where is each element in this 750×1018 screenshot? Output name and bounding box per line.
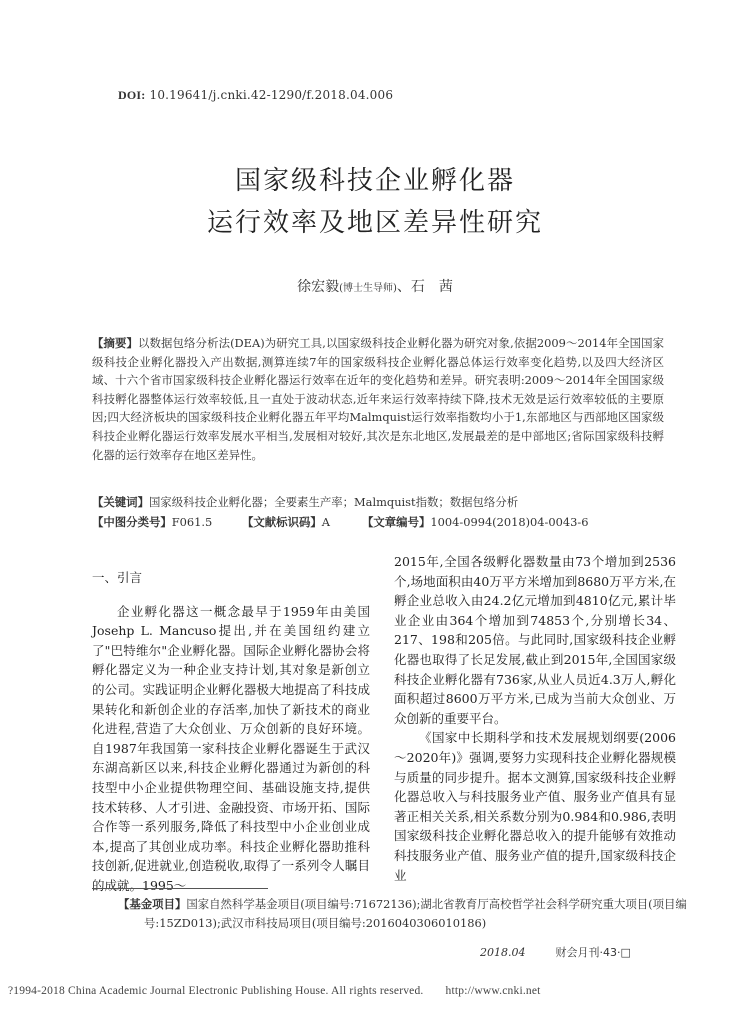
abstract-label: 【摘要】 (92, 336, 139, 350)
article-number-value: 1004-0994(2018)04-0043-6 (430, 515, 589, 529)
doi-value: 10.19641/j.cnki.42-1290/f.2018.04.006 (149, 88, 394, 102)
section-heading: 一、引言 (92, 570, 143, 585)
body-paragraph: 2015年,全国各级孵化器数量由73个增加到2536个,场地面积由40万平方米增加到8680万平方米,在孵企业总收入由24.2亿元增加到4810亿元,累计毕业企业由364个增加到74853个,分别增长34、217、198和205倍。与此同时,国家级科技企业孵化器也取得了长足发展,截止到2015年,全国国家级科技企业孵化器有736家,从业人员近4.3万人,孵化面积超过8600万平方米,已成为当前大众创业、万众创新的重要平台。 (394, 554, 676, 726)
author-1-role: (博士生导师) (339, 283, 397, 294)
abstract-text: 以数据包络分析法(DEA)为研究工具,以国家级科技企业孵化器为研究对象,依据2009～2014年全国国家级科技企业孵化器投入产出数据,测算连续7年的国家级科技企业孵化器总体运行效率变化趋势,以及四大经济区域、十六个省市国家级科技企业孵化器运行效率在近年的变化趋势和差异。研究表明:2009～2014年全国国家级科技孵化器整体运行效率较低,且一直处于波动状态,近年来运行效率持续下降,技术无效是运行效率较低的主要原因;四大经济板块的国家级科技企业孵化器五年平均Malmquist运行效率指数均小于1,东部地区与西部地区国家级科技企业孵化器运行效率发展水平相当,发展相对较好,其次是东北地区,发展最差的是中部地区;省际国家级科技孵化器的运行效率存在地区差异性。 (92, 336, 664, 462)
page-footer (480, 944, 631, 960)
author-2: 、石 茜 (396, 279, 453, 295)
keywords (92, 494, 664, 510)
copyright-url[interactable]: http://www.cnki.net (445, 985, 541, 997)
body-left-column (92, 568, 370, 896)
author-1-name: 徐宏毅 (297, 279, 340, 295)
keywords-label: 【关键词】 (92, 495, 149, 509)
abstract (92, 334, 664, 464)
clc-label: 【中图分类号】 (92, 515, 172, 529)
clc-value: F061.5 (171, 515, 213, 529)
doi-line (118, 88, 393, 103)
body-right-column (394, 552, 676, 885)
fund-label: 【基金项目】 (118, 897, 187, 911)
article-number-label: 【文章编号】 (362, 515, 431, 529)
classification-line (92, 514, 664, 530)
keywords-text: 国家级科技企业孵化器；全要素生产率；Malmquist指数；数据包络分析 (148, 495, 519, 509)
fund-note (118, 895, 704, 933)
copyright-line (8, 985, 541, 997)
title-line-2: 运行效率及地区差异性研究 (206, 208, 543, 238)
title-line-1: 国家级科技企业孵化器 (234, 166, 515, 196)
doc-code-value: A (321, 515, 330, 529)
copyright-text: ?1994-2018 China Academic Journal Electronic Publishing House. All rights reserved. (8, 985, 424, 997)
journal-page: 财会月刊·43·□ (555, 946, 631, 959)
issue-date: 2018.04 (480, 946, 526, 959)
doc-code-label: 【文献标识码】 (242, 515, 322, 529)
body-paragraph: 《国家中长期科学和技术发展规划纲要(2006～2020年)》强调,要努力实现科技企业孵化器规模与质量的同步提升。据本文测算,国家级科技企业孵化器总收入与科技服务业产值、服务业产值具有显著正相关关系,相关系数分别为0.984和0.986,表明国家级科技企业孵化器总收入的提升能够有效推动科技服务业产值、服务业产值的提升,国家级科技企业 (394, 730, 676, 883)
doi-label: DOI: (118, 88, 146, 102)
footnote-divider (92, 888, 268, 889)
authors (0, 276, 750, 296)
body-paragraph: 企业孵化器这一概念最早于1959年由美国Josehp L. Mancuso提出,并在美国纽约建立了"巴特维尔"企业孵化器。国际企业孵化器协会将孵化器定义为一种企业支持计划,其对象是新创立的公司。实践证明企业孵化器极大地提高了科技成果转化和新创企业的存活率,加快了新技术的商业化进程,营造了大众创业、万众创新的良好环境。自1987年我国第一家科技企业孵化器诞生于武汉东湖高新区以来,科技企业孵化器通过为新创的科技型中小企业提供物理空间、基础设施支持,提供技术转移、人才引进、金融投资、市场开拓、国际合作等一系列服务,降低了科技型中小企业创业成本,提高了其创业成功率。科技企业孵化器助推科技创新,促进就业,创造税收,取得了一系列令人瞩目的成就。1995～ (92, 603, 370, 893)
fund-text: 国家自然科学基金项目(项目编号:71672136);湖北省教育厅高校哲学社会科学研究重大项目(项目编号:15ZD013);武汉市科技局项目(项目编号:2016040306010186) (144, 897, 687, 930)
